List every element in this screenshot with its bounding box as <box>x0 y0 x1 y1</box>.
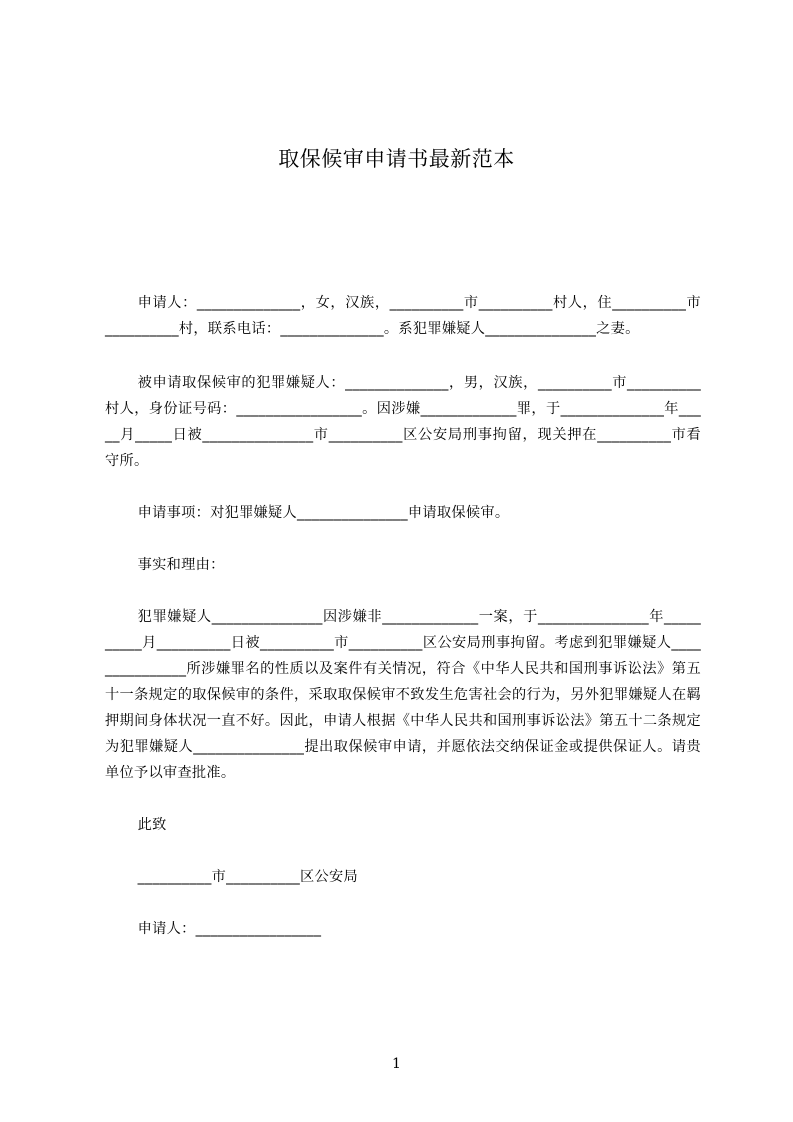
facts-heading: 事实和理由： <box>137 557 225 573</box>
signature-line: 申请人：_________________ <box>137 921 322 937</box>
salutation: 此致 <box>137 817 167 833</box>
suspect-paragraph: 被申请取保候审的犯罪嫌疑人：______________，男，汉族，__________市__________村人，身份证号码：_________________。因涉嫌_____________罪，于______________年_____月_____日被_______________市__________区公安局刑事拘留，现关押在__________市看守所。 <box>105 375 701 469</box>
page-number: 1 <box>392 1056 401 1072</box>
matter-paragraph: 申请事项：对犯罪嫌疑人_______________申请取保候审。 <box>137 505 510 521</box>
document-title: 取保候审申请书最新范本 <box>278 147 515 171</box>
document-body <box>105 290 701 942</box>
addressee: __________市__________区公安局 <box>137 869 358 885</box>
applicant-paragraph: 申请人：______________，女，汉族，__________市__________村人，住__________市__________村，联系电话：______________。系犯罪嫌疑人_______________之妻。 <box>105 295 701 337</box>
facts-paragraph: 犯罪嫌疑人_______________因涉嫌非_____________一案，于_______________年__________月__________日被__________市__________区公安局刑事拘留。考虑到犯罪嫌疑人_______________所涉嫌罪名的性质以及案件有关情况，符合《中华人民共和国刑事诉讼法》第五十一条规定的取保候审的条件，采取取保候审不致发生危害社会的行为，另外犯罪嫌疑人在羁押期间身体状况一直不好。因此，申请人根据《中华人民共和国刑事诉讼法》第五十二条规定为犯罪嫌疑人_______________提出取保候审申请，并愿依法交纳保证金或提供保证人。请贵单位予以审查批准。 <box>105 609 701 781</box>
